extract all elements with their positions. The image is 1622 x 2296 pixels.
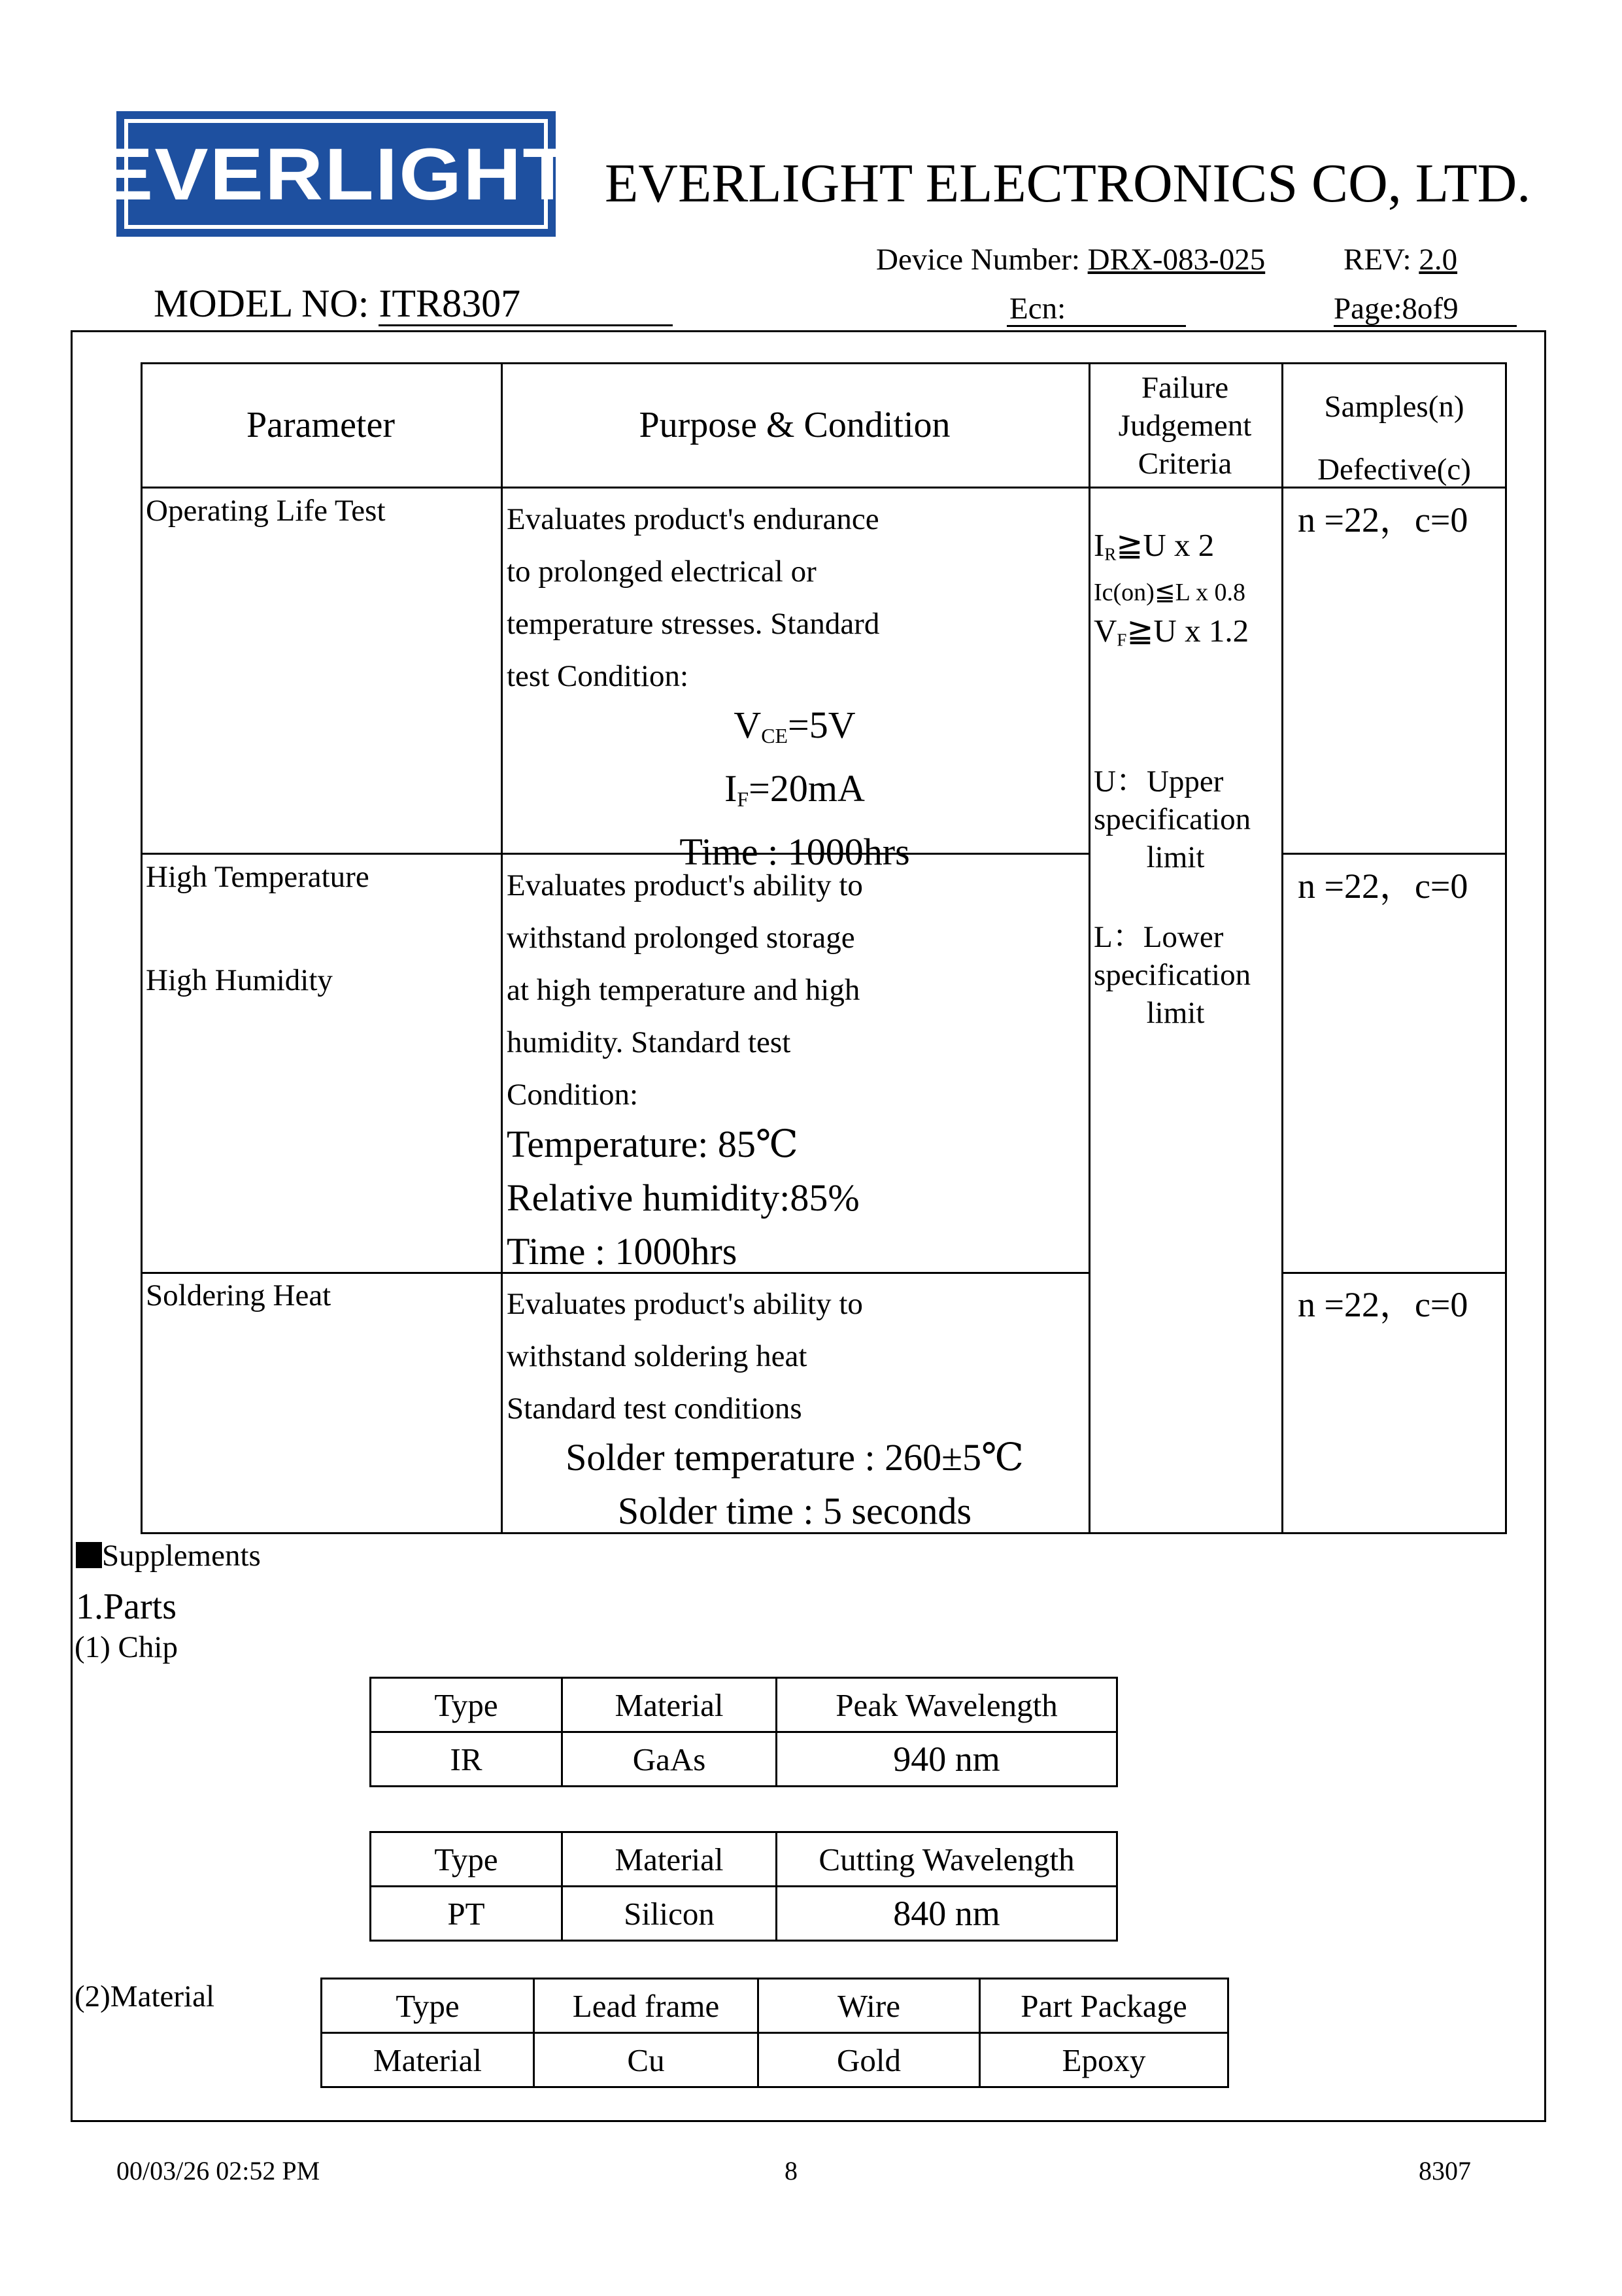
logo-text: EVERLIGHT xyxy=(99,133,573,215)
row3-description: Evaluates product's ability to withstand soldering heat Standard test conditions xyxy=(507,1287,863,1426)
footer-datetime: 00/03/26 02:52 PM xyxy=(116,2156,320,2185)
ecn-label: Ecn: xyxy=(1007,293,1186,327)
page-indicator xyxy=(1334,291,1517,327)
revision xyxy=(1343,242,1457,277)
ecn xyxy=(1007,291,1186,327)
device-number-value: DRX-083-025 xyxy=(1087,243,1266,277)
row1-parameter: Operating Life Test xyxy=(146,494,386,528)
footer-code: 8307 xyxy=(1419,2156,1471,2185)
row1-description: Evaluates product's endurance to prolonged electrical or temperature stresses. Standard test Condition: xyxy=(507,502,880,693)
time-condition: Time : 1000hrs xyxy=(679,830,910,873)
header-parameter: Parameter xyxy=(246,405,395,445)
row1-conditions xyxy=(501,699,1089,878)
model-label: MODEL NO: xyxy=(154,282,369,325)
reliability-table xyxy=(141,362,1507,1534)
rev-value: 2.0 xyxy=(1419,243,1458,277)
row1-samples: n =22，c=0 xyxy=(1298,500,1468,540)
chip-table-ir: Type Material Peak Wavelength IR GaAs 940 nm xyxy=(369,1677,1118,1787)
row3-conditions: Solder temperature : 260±5℃ Solder time : 5 seconds xyxy=(566,1436,1024,1532)
supplements-heading: Supplements xyxy=(76,1538,261,1573)
row3-parameter: Soldering Heat xyxy=(146,1278,331,1312)
vce-condition: $V_{CE}=5V$ xyxy=(734,704,856,747)
if-condition: $I_F=20mA$ xyxy=(724,766,865,811)
page-value: Page:8of9 xyxy=(1334,293,1517,327)
lower-limit-note: L：Lower specification limit xyxy=(1094,920,1251,1030)
company-name: EVERLIGHT ELECTRONICS CO, LTD. xyxy=(605,153,1531,214)
everlight-logo xyxy=(99,111,573,237)
row2-parameter-1: High Temperature xyxy=(146,860,369,894)
ir-criterion: $I_R≧U$ x 2 xyxy=(1094,527,1215,564)
device-number-label: Device Number: xyxy=(876,243,1080,277)
model-value: ITR8307 xyxy=(379,283,673,326)
device-number xyxy=(876,242,1265,277)
row2-parameter-2: High Humidity xyxy=(146,963,333,997)
rev-label: REV: xyxy=(1343,243,1411,277)
header-purpose: Purpose & Condition xyxy=(639,405,951,445)
icon-criterion: Ic(on)≦L x 0.8 xyxy=(1094,578,1245,606)
row2-conditions: Temperature: 85℃ Relative humidity:85% Time : 1000hrs xyxy=(507,1123,860,1273)
black-square-icon xyxy=(76,1542,102,1568)
chip-heading: (1) Chip xyxy=(75,1630,178,1664)
parts-heading: 1.Parts xyxy=(76,1586,177,1627)
vf-criterion: $V_F≧U$ x 1.2 xyxy=(1094,612,1249,650)
header-samples: Samples(n) Defective(c) xyxy=(1317,390,1471,487)
row3-samples: n =22，c=0 xyxy=(1298,1285,1468,1324)
row2-description: Evaluates product's ability to withstand prolonged storage at high temperature and high humidity. Standard test Condition: xyxy=(507,868,863,1112)
upper-limit-note: U：Upper specification limit xyxy=(1094,764,1251,874)
failure-criteria xyxy=(1094,526,1249,660)
material-heading: (2)Material xyxy=(75,1979,215,2013)
model-number xyxy=(154,281,673,326)
footer-page-number: 8 xyxy=(785,2156,798,2185)
material-table: Type Lead frame Wire Part Package Material Cu Gold Epoxy xyxy=(320,1978,1229,2088)
chip-table-pt: Type Material Cutting Wavelength PT Silicon 840 nm xyxy=(369,1831,1118,1942)
row2-samples: n =22，c=0 xyxy=(1298,866,1468,906)
header-failure: Failure Judgement Criteria xyxy=(1118,371,1252,481)
